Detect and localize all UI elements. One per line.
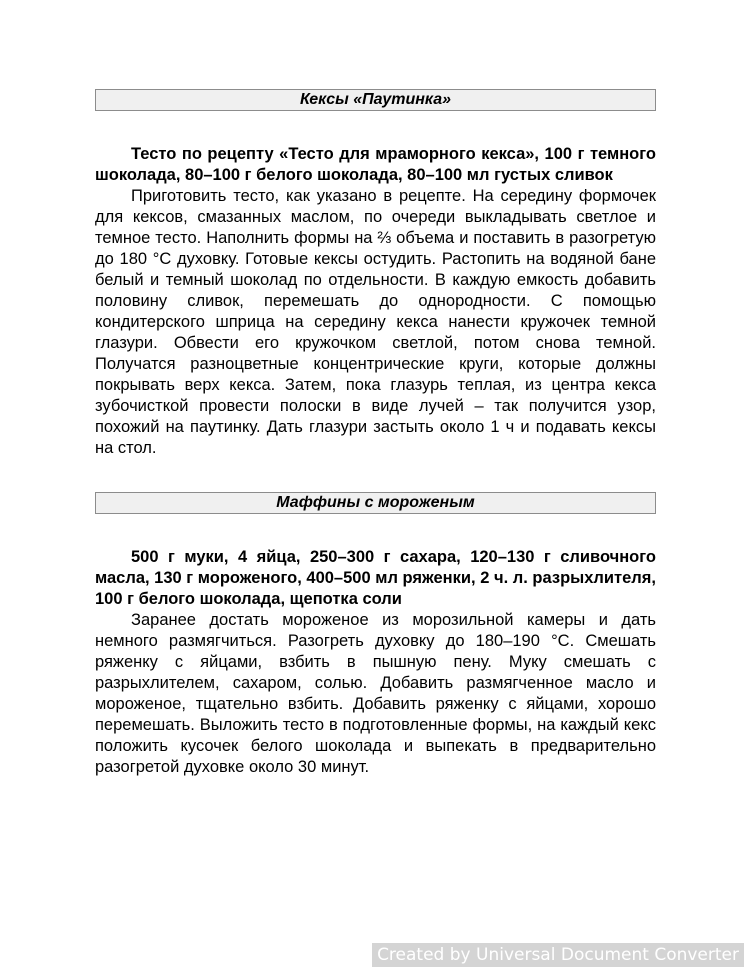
document-page [95, 89, 656, 778]
recipe-method: Приготовить тесто, как указано в рецепте. На середину формочек для кексов, смазанных маслом, по очереди выкладывать светлое и темное тесто. Наполнить формы на ⅔ объема и поставить в разогретую до 180 °C духовку. Готовые кексы остудить. Растопить на водяной бане белый и темный шоколад по отдельности. В каждую емкость добавить половину сливок, перемешать до однородности. С помощью кондитерского шприца на середину кекса нанести кружочек темной глазури. Обвести его кружочком светлой, потом снова темной. Получатся разноцветные концентрические круги, которые должны покрывать верх кекса. Затем, пока глазурь теплая, из центра кекса зубочисткой провести полоски в виде лучей – так получится узор, похожий на паутинку. Дать глазури застыть около 1 ч и подавать кексы на стол. [95, 187, 656, 457]
converter-watermark: Created by Universal Document Converter [372, 943, 744, 967]
recipe-ingredients: 500 г муки, 4 яйца, 250–300 г сахара, 120–130 г сливочного масла, 130 г мороженого, 400–500 мл ряженки, 2 ч. л. разрыхлителя, 100 г белого шоколада, щепотка соли [95, 548, 656, 608]
recipe-title: Маффины с мороженым [95, 492, 656, 514]
recipe-title: Кексы «Паутинка» [95, 89, 656, 111]
recipe-method: Заранее достать мороженое из морозильной камеры и дать немного размягчиться. Разогреть духовку до 180–190 °C. Смешать ряженку с яйцами, взбить в пышную пену. Муку смешать с разрыхлителем, сахаром, солью. Добавить размягченное масло и мороженое, тщательно взбить. Добавить ряженку с яйцами, хорошо перемешать. Выложить тесто в подготовленные формы, на каждый кекс положить кусочек белого шоколада и выпекать в предварительно разогретой духовке около 30 минут. [95, 611, 656, 776]
recipe-ingredients: Тесто по рецепту «Тесто для мраморного кекса», 100 г темного шоколада, 80–100 г белого шоколада, 80–100 мл густых сливок [95, 145, 656, 184]
